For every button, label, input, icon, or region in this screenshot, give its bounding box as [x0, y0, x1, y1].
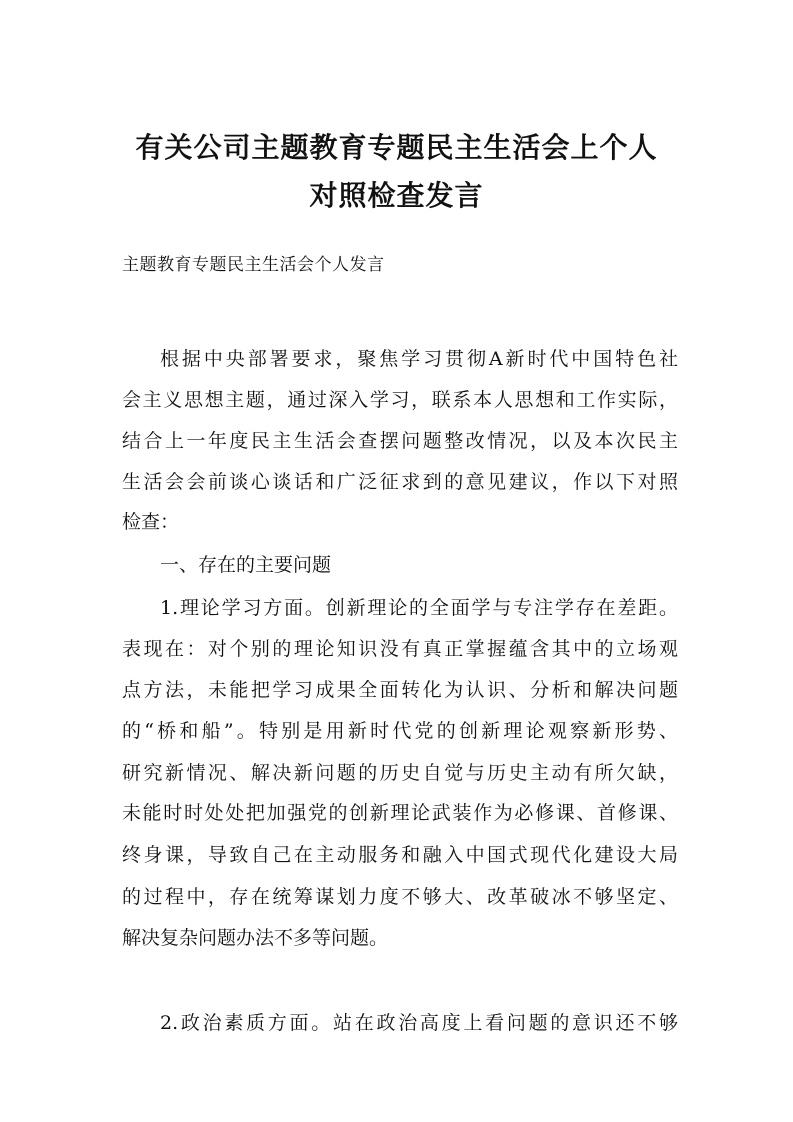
body-text-line: 未能时时处处把加强党的创新理论武装作为必修课、首修课、: [122, 802, 678, 824]
body-text-line: 研究新情况、解决新问题的历史自觉与历史主动有所欠缺，: [122, 762, 678, 784]
body-text-line: 表现在：对个别的理论知识没有真正掌握蕴含其中的立场观: [122, 638, 678, 660]
document-title-line-2: 对照检查发言: [309, 179, 484, 212]
body-text-line: 一、存在的主要问题: [160, 554, 332, 576]
body-text-line: 根据中央部署要求，聚焦学习贯彻A新时代中国特色社: [160, 348, 678, 370]
body-text-line: 1.理论学习方面。创新理论的全面学与专注学存在差距。: [160, 597, 678, 619]
body-text-line: 点方法，未能把学习成果全面转化为认识、分析和解决问题: [122, 679, 678, 701]
body-text-line: 检查：: [122, 511, 180, 533]
body-text-line: 终身课，导致自己在主动服务和融入中国式现代化建设大局: [122, 844, 678, 866]
body-text-line: 的“桥和船”。特别是用新时代党的创新理论观察新形势、: [122, 720, 678, 742]
document-subtitle: 主题教育专题民主生活会个人发言: [122, 255, 385, 275]
body-text-line: 会主义思想主题，通过深入学习，联系本人思想和工作实际，: [122, 389, 678, 411]
body-text-line: 生活会会前谈心谈话和广泛征求到的意见建议，作以下对照: [122, 471, 678, 493]
body-text-line: 结合上一年度民主生活会查摆问题整改情况，以及本次民主: [122, 430, 678, 452]
body-text-line: 解决复杂问题办法不多等问题。: [122, 927, 389, 949]
document-title-line-1: 有关公司主题教育专题民主生活会上个人: [135, 131, 658, 164]
body-text-line: 的过程中，存在统筹谋划力度不够大、改革破冰不够坚定、: [122, 886, 678, 908]
body-text-line: 2.政治素质方面。站在政治高度上看问题的意识还不够: [160, 1012, 678, 1034]
